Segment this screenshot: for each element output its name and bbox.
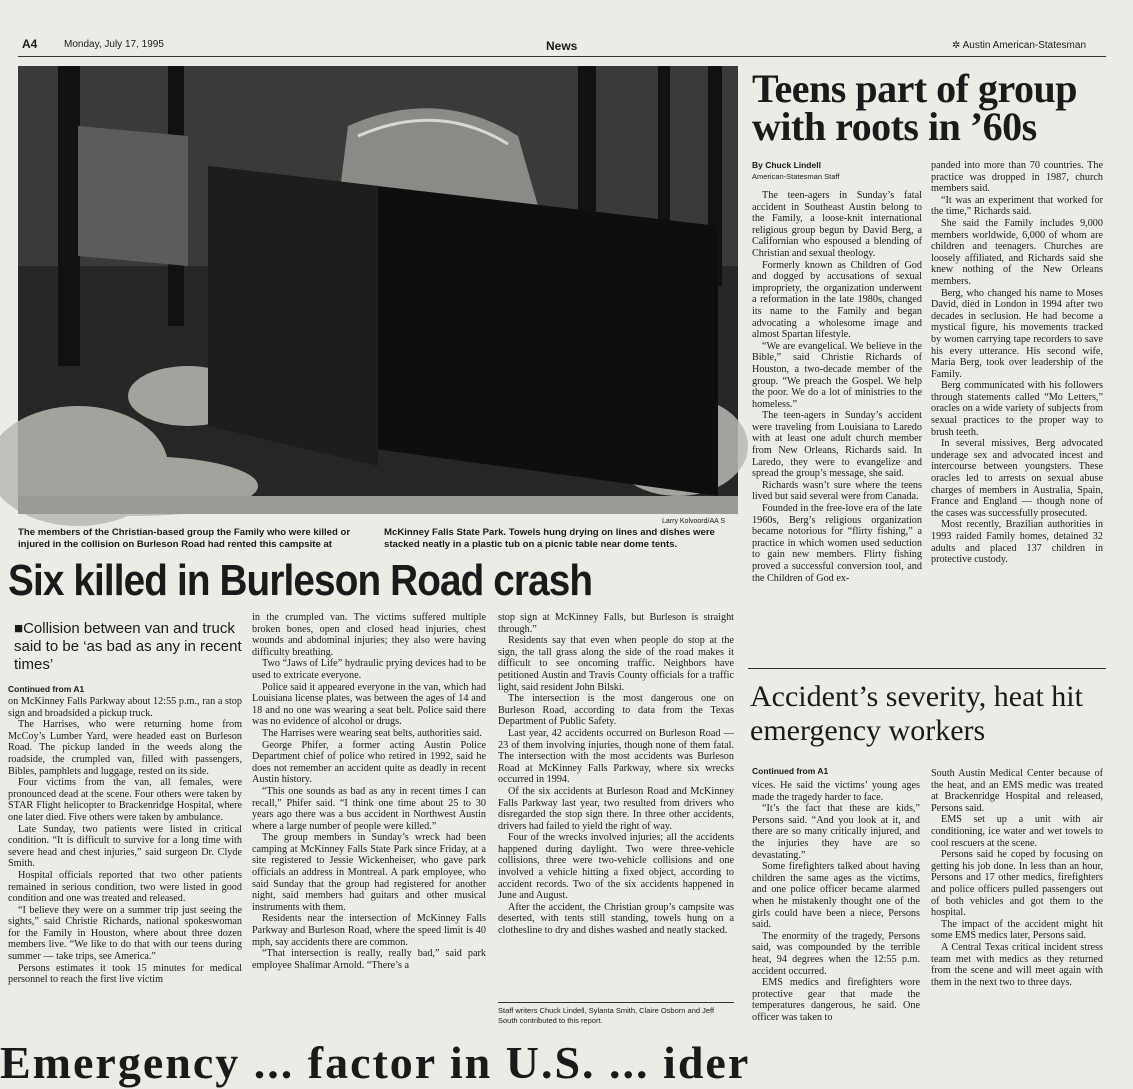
paragraph: on McKinney Falls Parkway about 12:55 p.m., ran a stop sign and broadsided a pickup truck. [8,696,242,719]
crash-column-3 [498,612,734,996]
paragraph: “It was an experiment that worked for the time,” Richards said. [931,194,1103,218]
crash-column-2 [252,612,486,1032]
paragraph: Of the six accidents at Burleson Road and McKinney Falls Parkway last year, two resulted from drivers who disregarded the stop sign there. In three other accidents, drivers had failed to yield the right of way. [498,785,734,832]
photo-caption-left: The members of the Christian-based group the Family who were killed or injured in the collision on Burleson Road had rented this campsite at [18,527,351,550]
crash-headline: Six killed in Burleson Road crash [8,556,593,605]
paragraph: Persons estimates it took 15 minutes for medical personnel to reach the first live victim [8,962,242,986]
paragraph: The enormity of the tragedy, Persons said, was compounded by the terrible heat, 94 degrees when the 12:55 p.m. accident occurred. [752,930,920,977]
paragraph: After the accident, the Christian group’s campsite was deserted, with tents still standing, towels hung on a clothesline to dry and dishes washed and neatly stacked. [498,901,734,937]
paragraph: The teen-agers in Sunday’s fatal accident in Southeast Austin belong to the Family, a loose-knit international religious group begun by David Berg, a Californian who espoused a blending of Christian and sexual theology. [752,190,922,259]
newspaper-name-text: Austin American-Statesman [962,40,1087,51]
paragraph: stop sign at McKinney Falls, but Burleson is straight through.” [498,612,734,635]
newspaper-name [952,40,1086,51]
header-rule [18,56,1106,57]
crash-column-1 [8,696,242,1032]
paragraph: Most recently, Brazilian authorities in 1993 raided Family homes, detained 32 adults and placed 137 children in protective custody. [931,519,1103,566]
paragraph: vices. He said the victims’ young ages made the tragedy harder to face. [752,780,920,803]
paragraph: The Harrises, who were returning home from McCoy’s Lumber Yard, were headed east on Burleson Road. The pickup landed in the weeds along the roadside, the crumpled van, filled with passengers, Bibles, pamphlets and luggage, rested on its side. [8,719,242,777]
paragraph: Four victims from the van, all females, were pronounced dead at the scene. Four others were taken by STAR Flight helicopter to Brackenridge Hospital, where one later died. Five others were taken by ambulance. [8,777,242,823]
teens-byline: By Chuck Lindell [752,160,821,170]
paragraph: Last year, 42 accidents occurred on Burleson Road — 23 of them involving injuries, though none of them fatal. The intersection with the most accidents was Burleson Road at McKinney Falls Parkway, where six wrecks occurred in 1994. [498,727,734,786]
teens-staff: American-Statesman Staff [752,172,840,181]
crash-contributors: Staff writers Chuck Lindell, Sylanta Smith, Claire Osborn and Jeff South contributed to this report. [498,1006,715,1025]
paragraph: The impact of the accident might hit some EMS medics later, Persons said. [931,918,1103,942]
paragraph: Late Sunday, two patients were listed in critical condition. “It is difficult to survive for a long time with severe head and chest injuries,” said surgeon Dr. Clyde Smith. [8,823,242,870]
severity-headline: Accident’s severity, heat hit emergency workers [750,680,1083,747]
paragraph: Persons said he coped by focusing on getting his job done. In less than an hour, Persons and 17 other medics, firefighters and police officers pulled passengers out of both vehicles and got them to the hospital. [931,849,1103,919]
paragraph: The teen-agers in Sunday’s accident were traveling from Louisiana to Laredo with at least one adult church member from New Orleans, Richards said. In Laredo, they were to evangelize and spread the group’s message, she said. [752,410,922,480]
paragraph: Hospital officials reported that two other patients remained in serious condition, two were listed in good condition and one was treated and released. [8,869,242,905]
photo-caption-right: McKinney Falls State Park. Towels hung drying on lines and dishes were stacked neatly in a plastic tub on a picnic table near dome tents. [384,527,715,550]
paragraph: EMS medics and firefighters wore protective gear that made the temperatures dangerous, he said. One officer was taken to [752,977,920,1023]
contributors-rule [498,1002,734,1003]
paragraph: Formerly known as Children of God and dogged by accusations of sexual impropriety, the organization underwent a reformation in the late 1980s, changed its name to the Family and began advocating a wholesome image and almost Spartan lifestyle. [752,259,922,341]
paragraph: Founded in the free-love era of the late 1960s, Berg’s religious organization became notorious for “flirty fishing,” a practice in which women used seduction to gain new members. Flirty fishing proved a successful conversion tool, and the Children of God ex- [752,503,922,584]
teens-headline: Teens part of group with roots in ’60s [752,66,1077,149]
paragraph: The group members in Sunday’s wreck had been camping at McKinney Falls State Park since Friday, at a site registered to Jessie Wickenheiser, who gave park officials an address in Montreal. A park employee, who said Sunday that the group had registered for another night, said members had guitars and other musical instruments with them. [252,832,486,913]
severity-column-2 [931,768,1103,1032]
issue-date: Monday, July 17, 1995 [64,39,164,50]
next-story-headline-clip [0,1036,1133,1088]
teens-column-2 [931,160,1103,663]
paragraph: Berg communicated with his followers through statements called “Mo Letters,” oracles on a wide variety of subjects from sexual practices to the proper way to brush teeth. [931,380,1103,438]
paragraph: She said the Family includes 9,000 members worldwide, 6,000 of whom are children and teenagers. Churches are loosely affiliated, and Richards said she knew nothing of the New Orleans members. [931,217,1103,287]
photo-credit: Larry Kolvoord/AA S [662,518,726,525]
paragraph: Berg, who changed his name to Moses David, died in London in 1994 after two decades in seclusion. He had become a mystical figure, his movements tracked by women carrying tape recorders to save his every utterance. His second wife, Maria Berg, took over leadership of the Family. [931,287,1103,380]
crash-deck-text: Collision between van and truck said to be ‘as bad as any in recent times’ [14,620,242,673]
page-number: A4 [22,37,38,51]
paragraph: A Central Texas critical incident stress team met with medics as they returned from the scene and will meet again with them in the next two to three days. [931,941,1103,988]
campsite-photo-image [18,66,738,514]
paragraph: Residents say that even when people do stop at the sign, the tall grass along the side of the road makes it difficult to see oncoming traffic. Neighbors have petitioned Austin and Travis County officials for a traffic light, said resident John Bilski. [498,635,734,693]
paragraph: Two “Jaws of Life” hydraulic prying devices had to be used to extricate everyone. [252,658,486,681]
crash-continued: Continued from A1 [8,684,85,694]
paragraph: Residents near the intersection of McKinney Falls Parkway and Burleson Road, where the speed limit is 40 mph, say accidents there are common. [252,913,486,948]
paragraph: Some firefighters talked about having children the same ages as the victims, and one police officer became alarmed when he mistakenly thought one of the girls could have been a niece, Persons said. [752,861,920,931]
paragraph: In several missives, Berg advocated underage sex and advocated incest and intercourse between youngsters. These oracles led to arrests on sexual abuse charges of members in Australia, Spain, France and England — though none of the cases was successfully prosecuted. [931,438,1103,519]
paragraph: panded into more than 70 countries. The practice was dropped in 1987, church members said. [931,160,1103,195]
teens-column-1 [752,190,922,662]
paragraph: South Austin Medical Center because of the heat, and an EMS medic was treated at Brackenridge Hospital and released, Persons said. [931,768,1103,814]
severity-column-1 [752,780,920,1032]
square-bullet-icon: ■ [14,620,24,637]
paragraph: Four of the wrecks involved injuries; all the accidents happened during daylight. Two were three-vehicle collisions, three were two-vehicle collisions and one involved a vehicle hitting a fixed object, according to accident records. Two of the six accidents happened in June and August. [498,832,734,902]
paragraph: Police said it appeared everyone in the van, which had Louisiana license plates, was between the ages of 14 and 18 and no one was wearing a seat belt. Police said there was no evidence of alcohol or drugs. [252,681,486,728]
paragraph: The intersection is the most dangerous one on Burleson Road, according to data from the Texas Department of Public Safety. [498,693,734,728]
paragraph: The Harrises were wearing seat belts, authorities said. [262,727,482,739]
severity-continued: Continued from A1 [752,766,829,776]
paragraph: “We are evangelical. We believe in the Bible,” said Christie Richards of Houston, a two-decade member of the group. “We preach the Gospel. We help the poor. We do a lot of ministries to the homeless.” [752,340,922,410]
paragraph: EMS set up a unit with air conditioning, ice water and wet towels to cool rescuers at the scene. [931,814,1103,849]
severity-rule [748,668,1106,669]
paragraph: “That intersection is really, really bad,” said park employee Shalimar Arnold. “There’s a [252,948,486,971]
paragraph: George Phifer, a former acting Austin Police Department chief of police who retired in 1992, said he does not remember an accident quite as deadly in recent Austin history. [252,739,486,786]
star-logo-icon: ✲ [952,40,961,51]
paragraph: “It’s the fact that these are kids,” Persons said. “And you look at it, and there are so many critically injured, and the injuries they have are so devastating.” [752,803,920,861]
paragraph: “I believe they were on a summer trip just seeing the sights,” said Christie Richards, national spokeswoman for the Family in Houston, where about three dozen members live. “We like to do that with our teens during summer — take trips, see America.” [8,904,242,963]
paragraph: Richards wasn’t sure where the teens lived but said several were from Canada. [752,479,922,503]
crash-deck [14,620,244,674]
next-story-headline: Emergency ... factor in U.S. ... ider [0,1037,751,1088]
paragraph: “This one sounds as bad as any in recent times I can recall,” Phifer said. “I think one time about 25 to 30 years ago there was a bus accident in Northwest Austin where a large number of people were killed.” [252,785,486,832]
campsite-photo [18,66,738,514]
paragraph: in the crumpled van. The victims suffered multiple broken bones, open and closed head injuries, chest wounds and abdominal injuries; they also were having difficulty breathing. [252,612,486,658]
section-name: News [546,39,578,53]
